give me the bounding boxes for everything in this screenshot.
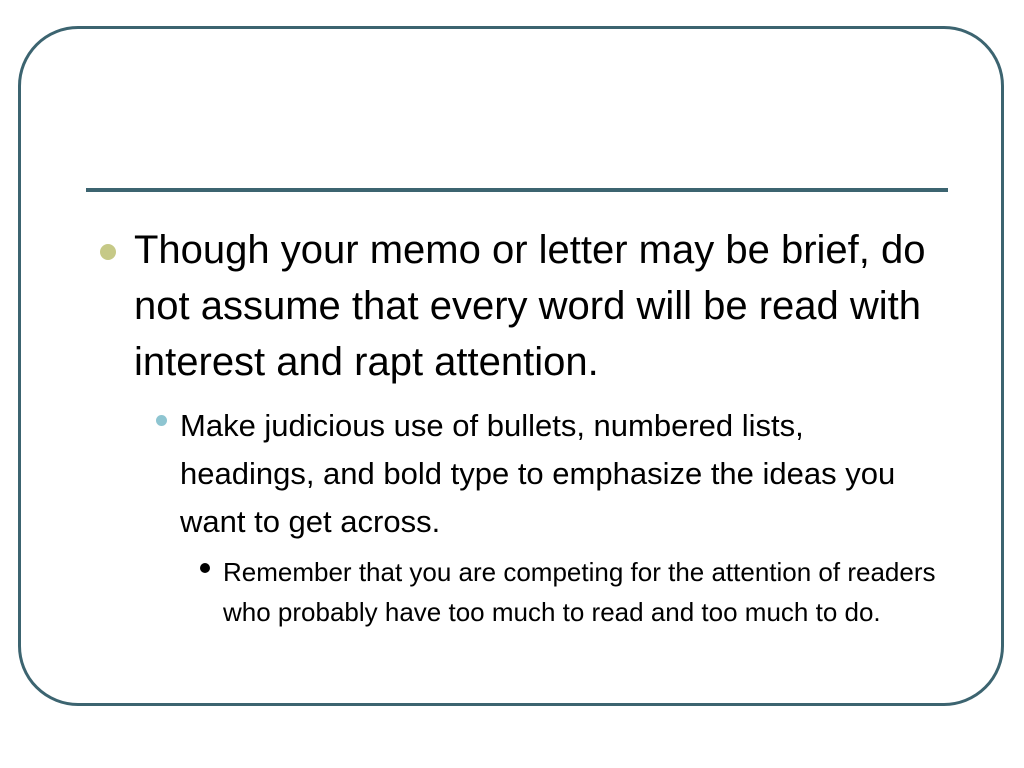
bullet-dot-icon: [100, 244, 116, 260]
title-divider: [86, 188, 948, 192]
bullet-level-2: [156, 402, 946, 546]
bullet-level-3: [200, 552, 960, 632]
bullet-text: Remember that you are competing for the attention of readers who probably have too much to read and too much to do.: [223, 557, 936, 627]
bullet-dot-icon: [200, 563, 210, 573]
bullet-text: Make judicious use of bullets, numbered lists, headings, and bold type to emphasize the ideas you want to get across.: [180, 408, 896, 539]
bullet-dot-icon: [156, 415, 167, 426]
bullet-text: Though your memo or letter may be brief, do not assume that every word will be read with interest and rapt attention.: [134, 228, 926, 384]
bullet-level-1: [100, 222, 930, 390]
